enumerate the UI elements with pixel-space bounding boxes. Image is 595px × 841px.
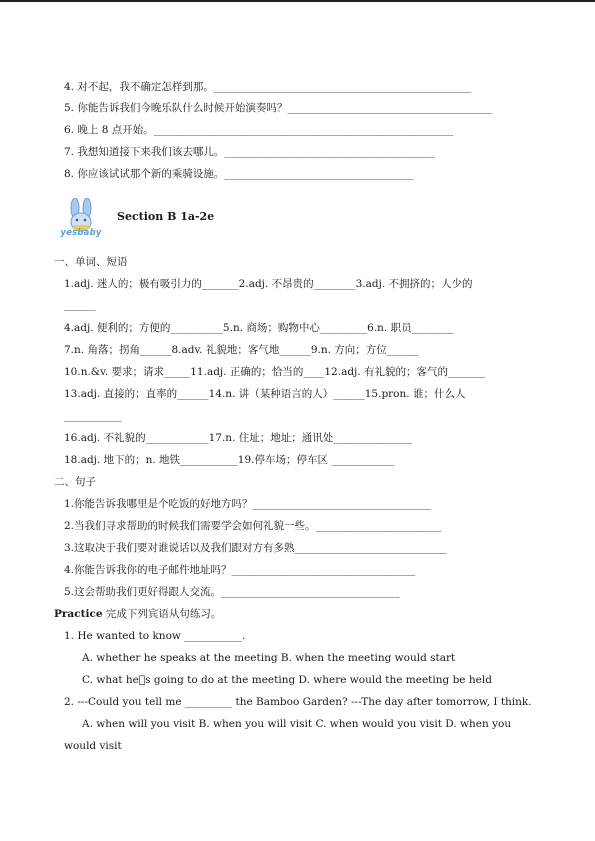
practice-label: Practice (54, 608, 103, 620)
question-line: 2. ---Could you tell me _________ the Bamboo Garden? ---The day after tomorrow, I think. (64, 696, 532, 708)
vocab-heading: 一、单词、短语 (54, 256, 128, 268)
vocab-line: 13.adj. 直接的；直率的______14.n. 讲（某种语言的人）______15.pron. 谁；什么人 (64, 388, 466, 400)
sentence-line: 8. 你应该试试那个新的乘骑设施。____________________________________ (64, 168, 414, 180)
bunny-icon (58, 198, 104, 232)
option-line: A. whether he speaks at the meeting B. when the meeting would start (82, 652, 456, 664)
question-line: 1. He wanted to know ___________. (64, 630, 246, 642)
sentence-line: 4.你能告诉我你的电子邮件地址吗？___________________________________ (64, 564, 416, 576)
yesbaby-logo (58, 198, 104, 240)
vocab-line: 18.adj. 地下的；n. 地铁___________19.停车场；停车区 ____________ (64, 454, 395, 466)
sentence-line: 3.这取决于我们要对谁说话以及我们跟对方有多熟_____________________________ (64, 542, 447, 554)
vocab-line: 10.n.&v. 要求；请求_____11.adj. 正确的；恰当的____12.adj. 有礼貌的；客气的_______ (64, 366, 485, 378)
practice-heading (54, 607, 221, 621)
vocab-line: 16.adj. 不礼貌的____________17.n. 住址；地址；通讯处_______________ (64, 432, 412, 444)
option-line: A. when will you visit B. when you will visit C. when would you visit D. when you (82, 718, 512, 730)
logo-text: yesbaby (60, 228, 102, 238)
vocab-line: ___________ (64, 410, 122, 422)
sentence-line: 4. 对不起，我不确定怎样到那。_________________________________________________ (64, 81, 472, 93)
vocab-line: 7.n. 角落；拐角______8.adv. 礼貌地；客气地______9.n. 方向；方位______ (64, 344, 419, 356)
sentence-line: 5. 你能告诉我们今晚乐队什么时候开始演奏吗？_______________________________________ (64, 102, 493, 114)
sentence-line: 5.这会帮助我们更好得跟人交流。__________________________________ (64, 586, 400, 598)
vocab-line: 1.adj. 迷人的；极有吸引力的_______2.adj. 不昂贵的________3.adj. 不拥挤的；人少的 (64, 278, 473, 290)
option-line: would visit (64, 740, 122, 752)
sentence-line: 1.你能告诉我哪里是个吃饭的好地方吗？__________________________________ (64, 498, 432, 510)
sentence-line: 7. 我想知道接下来我们该去哪儿。________________________________________ (64, 146, 435, 158)
sentence-line: 6. 晚上 8 点开始。_________________________________________________________ (64, 124, 453, 136)
vocab-line: ______ (64, 299, 96, 311)
vocab-line: 4.adj. 便利的；方便的__________5.n. 商场；购物中心_________6.n. 职员________ (64, 322, 454, 334)
practice-instruction: 完成下列宾语从句练习。 (102, 608, 222, 620)
option-line: C. what he s going to do at the meeting D. where would the meeting be held (82, 674, 492, 686)
section-title: Section B 1a-2e (117, 210, 215, 223)
sentence-heading: 二、句子 (54, 476, 96, 488)
top-rule (0, 0, 595, 2)
sentence-line: 2.当我们寻求帮助的时候我们需要学会如何礼貌一些。________________________ (64, 520, 442, 532)
